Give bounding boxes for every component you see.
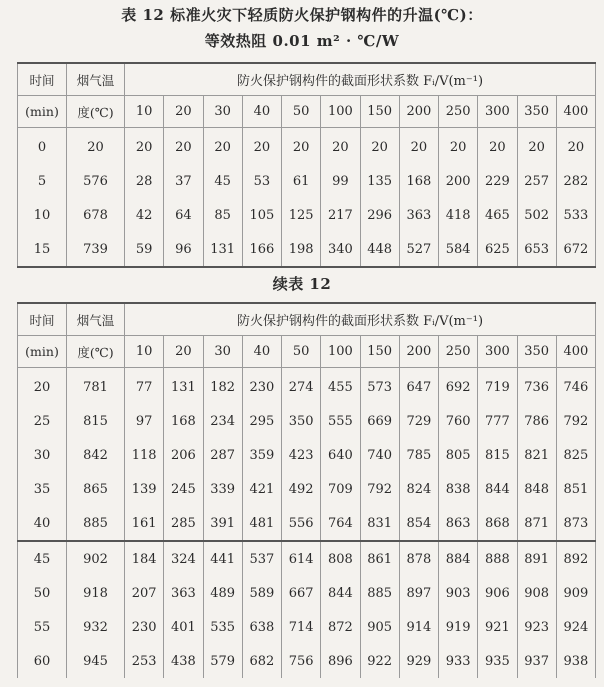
- steel-temp-cell: 929: [399, 644, 438, 678]
- steel-temp-cell: 709: [321, 472, 360, 506]
- steel-temp-cell: 844: [321, 576, 360, 610]
- factor-column-header: 350: [517, 336, 556, 368]
- steel-temp-cell: 448: [360, 232, 399, 267]
- steel-temp-cell: 363: [164, 576, 203, 610]
- table-row: [18, 164, 596, 198]
- factor-column-header: 20: [164, 336, 203, 368]
- steel-temp-cell: 230: [242, 368, 281, 405]
- factor-column-header: 400: [556, 336, 595, 368]
- steel-temp-cell: 692: [439, 368, 478, 405]
- factor-column-header: 40: [242, 336, 281, 368]
- factor-column-header: 150: [360, 336, 399, 368]
- steel-temp-cell: 640: [321, 438, 360, 472]
- steel-temp-cell: 885: [360, 576, 399, 610]
- steel-temp-cell: 914: [399, 610, 438, 644]
- time-unit-label: (min): [18, 96, 67, 128]
- steel-temp-cell: 77: [125, 368, 164, 405]
- gas-temp-cell: 576: [67, 164, 125, 198]
- gas-temp-cell: 781: [67, 368, 125, 405]
- table-row: [18, 232, 596, 267]
- steel-temp-cell: 821: [517, 438, 556, 472]
- steel-temp-cell: 831: [360, 506, 399, 541]
- time-cell: 55: [18, 610, 67, 644]
- steel-temp-cell: 324: [164, 541, 203, 576]
- steel-temp-cell: 873: [556, 506, 595, 541]
- steel-temp-cell: 295: [242, 404, 281, 438]
- steel-temp-cell: 672: [556, 232, 595, 267]
- section-factor-header: 防火保护钢构件的截面形状系数 Fᵢ/V(m⁻¹): [125, 63, 596, 96]
- steel-temp-cell: 909: [556, 576, 595, 610]
- steel-temp-cell: 20: [360, 128, 399, 165]
- steel-temp-cell: 64: [164, 198, 203, 232]
- steel-temp-cell: 20: [321, 128, 360, 165]
- steel-temp-cell: 97: [125, 404, 164, 438]
- factor-column-header: 10: [125, 336, 164, 368]
- gas-temp-cell: 842: [67, 438, 125, 472]
- steel-temp-cell: 391: [203, 506, 242, 541]
- time-cell: 60: [18, 644, 67, 678]
- steel-temp-cell: 815: [478, 438, 517, 472]
- steel-temp-cell: 131: [203, 232, 242, 267]
- steel-temp-cell: 888: [478, 541, 517, 576]
- factor-column-header: 50: [282, 96, 321, 128]
- factor-column-header: 200: [399, 336, 438, 368]
- steel-temp-cell: 923: [517, 610, 556, 644]
- table-row: [18, 128, 596, 165]
- steel-temp-cell: 714: [282, 610, 321, 644]
- steel-temp-cell: 647: [399, 368, 438, 405]
- steel-temp-cell: 245: [164, 472, 203, 506]
- steel-temp-cell: 184: [125, 541, 164, 576]
- factor-column-header: 30: [203, 96, 242, 128]
- factor-column-header: 250: [439, 336, 478, 368]
- steel-temp-cell: 37: [164, 164, 203, 198]
- steel-temp-cell: 719: [478, 368, 517, 405]
- steel-temp-cell: 166: [242, 232, 281, 267]
- steel-temp-cell: 28: [125, 164, 164, 198]
- steel-temp-cell: 401: [164, 610, 203, 644]
- time-header-label: 时间: [18, 303, 67, 336]
- steel-temp-cell: 340: [321, 232, 360, 267]
- steel-temp-cell: 938: [556, 644, 595, 678]
- factor-column-header: 40: [242, 96, 281, 128]
- factor-column-header: 150: [360, 96, 399, 128]
- table-row: [18, 541, 596, 576]
- steel-temp-cell: 937: [517, 644, 556, 678]
- steel-temp-cell: 492: [282, 472, 321, 506]
- gas-temp-cell: 885: [67, 506, 125, 541]
- steel-temp-cell: 257: [517, 164, 556, 198]
- steel-temp-cell: 421: [242, 472, 281, 506]
- factor-column-header: 50: [282, 336, 321, 368]
- steel-temp-cell: 282: [556, 164, 595, 198]
- time-cell: 25: [18, 404, 67, 438]
- gas-temp-cell: 815: [67, 404, 125, 438]
- time-cell: 20: [18, 368, 67, 405]
- gas-temp-cell: 20: [67, 128, 125, 165]
- steel-temp-cell: 924: [556, 610, 595, 644]
- factor-column-header: 200: [399, 96, 438, 128]
- steel-temp-cell: 535: [203, 610, 242, 644]
- time-cell: 35: [18, 472, 67, 506]
- continued-table-title: 续表 12: [272, 275, 332, 293]
- steel-temp-cell: 20: [282, 128, 321, 165]
- time-cell: 30: [18, 438, 67, 472]
- steel-temp-cell: 42: [125, 198, 164, 232]
- steel-temp-cell: 20: [439, 128, 478, 165]
- steel-temp-cell: 785: [399, 438, 438, 472]
- steel-temp-cell: 253: [125, 644, 164, 678]
- steel-temp-cell: 105: [242, 198, 281, 232]
- gas-temp-header-label: 烟气温: [67, 303, 125, 336]
- steel-temp-cell: 897: [399, 576, 438, 610]
- steel-temp-cell: 555: [321, 404, 360, 438]
- temperature-table-continued: [17, 302, 596, 678]
- steel-temp-cell: 729: [399, 404, 438, 438]
- steel-temp-cell: 99: [321, 164, 360, 198]
- steel-temp-cell: 20: [556, 128, 595, 165]
- steel-temp-cell: 359: [242, 438, 281, 472]
- steel-temp-cell: 908: [517, 576, 556, 610]
- steel-temp-cell: 527: [399, 232, 438, 267]
- steel-temp-cell: 786: [517, 404, 556, 438]
- steel-temp-cell: 234: [203, 404, 242, 438]
- steel-temp-cell: 182: [203, 368, 242, 405]
- factor-column-header: 30: [203, 336, 242, 368]
- factor-column-header: 100: [321, 96, 360, 128]
- time-cell: 10: [18, 198, 67, 232]
- steel-temp-cell: 131: [164, 368, 203, 405]
- steel-temp-cell: 296: [360, 198, 399, 232]
- steel-temp-cell: 669: [360, 404, 399, 438]
- gas-temp-cell: 865: [67, 472, 125, 506]
- steel-temp-cell: 808: [321, 541, 360, 576]
- steel-temp-cell: 285: [164, 506, 203, 541]
- gas-temp-unit-label: 度(℃): [67, 96, 125, 128]
- time-unit-label: (min): [18, 336, 67, 368]
- steel-temp-cell: 935: [478, 644, 517, 678]
- steel-temp-cell: 20: [517, 128, 556, 165]
- steel-temp-cell: 682: [242, 644, 281, 678]
- steel-temp-cell: 20: [478, 128, 517, 165]
- steel-temp-cell: 229: [478, 164, 517, 198]
- steel-temp-cell: 118: [125, 438, 164, 472]
- steel-temp-cell: 851: [556, 472, 595, 506]
- steel-temp-cell: 792: [360, 472, 399, 506]
- steel-temp-cell: 217: [321, 198, 360, 232]
- steel-temp-cell: 139: [125, 472, 164, 506]
- steel-temp-cell: 350: [282, 404, 321, 438]
- steel-temp-cell: 824: [399, 472, 438, 506]
- steel-temp-cell: 921: [478, 610, 517, 644]
- gas-temp-unit-label: 度(℃): [67, 336, 125, 368]
- steel-temp-cell: 805: [439, 438, 478, 472]
- gas-temp-cell: 932: [67, 610, 125, 644]
- steel-temp-cell: 135: [360, 164, 399, 198]
- steel-temp-cell: 465: [478, 198, 517, 232]
- steel-temp-cell: 878: [399, 541, 438, 576]
- time-header-label: 时间: [18, 63, 67, 96]
- table-row: [18, 644, 596, 678]
- steel-temp-cell: 740: [360, 438, 399, 472]
- steel-temp-cell: 746: [556, 368, 595, 405]
- steel-temp-cell: 53: [242, 164, 281, 198]
- steel-temp-cell: 892: [556, 541, 595, 576]
- steel-temp-cell: 906: [478, 576, 517, 610]
- factor-column-header: 20: [164, 96, 203, 128]
- steel-temp-cell: 533: [556, 198, 595, 232]
- steel-temp-cell: 61: [282, 164, 321, 198]
- gas-temp-header-label: 烟气温: [67, 63, 125, 96]
- steel-temp-cell: 96: [164, 232, 203, 267]
- steel-temp-cell: 206: [164, 438, 203, 472]
- steel-temp-cell: 579: [203, 644, 242, 678]
- steel-temp-cell: 339: [203, 472, 242, 506]
- steel-temp-cell: 363: [399, 198, 438, 232]
- table-subtitle: 等效热阻 0.01 m² · ℃/W: [204, 32, 400, 50]
- table-row: [18, 404, 596, 438]
- factor-column-header: 300: [478, 336, 517, 368]
- steel-temp-cell: 653: [517, 232, 556, 267]
- gas-temp-cell: 945: [67, 644, 125, 678]
- factor-column-header: 350: [517, 96, 556, 128]
- steel-temp-cell: 764: [321, 506, 360, 541]
- table-row: [18, 438, 596, 472]
- steel-temp-cell: 125: [282, 198, 321, 232]
- steel-temp-cell: 438: [164, 644, 203, 678]
- gas-temp-cell: 678: [67, 198, 125, 232]
- section-factor-header: 防火保护钢构件的截面形状系数 Fᵢ/V(m⁻¹): [125, 303, 596, 336]
- steel-temp-cell: 872: [321, 610, 360, 644]
- steel-temp-cell: 922: [360, 644, 399, 678]
- steel-temp-cell: 502: [517, 198, 556, 232]
- factor-column-header: 300: [478, 96, 517, 128]
- steel-temp-cell: 20: [242, 128, 281, 165]
- steel-temp-cell: 905: [360, 610, 399, 644]
- steel-temp-cell: 441: [203, 541, 242, 576]
- table-row: [18, 610, 596, 644]
- steel-temp-cell: 871: [517, 506, 556, 541]
- factor-column-header: 10: [125, 96, 164, 128]
- temperature-table-main: [17, 62, 596, 268]
- steel-temp-cell: 20: [203, 128, 242, 165]
- steel-temp-cell: 638: [242, 610, 281, 644]
- factor-column-header: 400: [556, 96, 595, 128]
- time-cell: 50: [18, 576, 67, 610]
- steel-temp-cell: 20: [399, 128, 438, 165]
- table-row: [18, 576, 596, 610]
- gas-temp-cell: 902: [67, 541, 125, 576]
- steel-temp-cell: 230: [125, 610, 164, 644]
- steel-temp-cell: 625: [478, 232, 517, 267]
- gas-temp-cell: 739: [67, 232, 125, 267]
- table-row: [18, 198, 596, 232]
- table-row: [18, 472, 596, 506]
- steel-temp-cell: 919: [439, 610, 478, 644]
- steel-temp-cell: 198: [282, 232, 321, 267]
- factor-column-header: 250: [439, 96, 478, 128]
- steel-temp-cell: 844: [478, 472, 517, 506]
- steel-temp-cell: 481: [242, 506, 281, 541]
- steel-temp-cell: 861: [360, 541, 399, 576]
- steel-temp-cell: 614: [282, 541, 321, 576]
- steel-temp-cell: 854: [399, 506, 438, 541]
- steel-temp-cell: 20: [164, 128, 203, 165]
- time-cell: 15: [18, 232, 67, 267]
- time-cell: 40: [18, 506, 67, 541]
- steel-temp-cell: 161: [125, 506, 164, 541]
- steel-temp-cell: 736: [517, 368, 556, 405]
- steel-temp-cell: 59: [125, 232, 164, 267]
- steel-temp-cell: 287: [203, 438, 242, 472]
- table-title: 表 12 标准火灾下轻质防火保护钢构件的升温(℃)：: [121, 6, 483, 24]
- steel-temp-cell: 667: [282, 576, 321, 610]
- steel-temp-cell: 20: [125, 128, 164, 165]
- steel-temp-cell: 756: [282, 644, 321, 678]
- steel-temp-cell: 168: [399, 164, 438, 198]
- steel-temp-cell: 274: [282, 368, 321, 405]
- steel-temp-cell: 848: [517, 472, 556, 506]
- table-row: [18, 368, 596, 405]
- steel-temp-cell: 792: [556, 404, 595, 438]
- steel-temp-cell: 838: [439, 472, 478, 506]
- steel-temp-cell: 45: [203, 164, 242, 198]
- steel-temp-cell: 455: [321, 368, 360, 405]
- steel-temp-cell: 868: [478, 506, 517, 541]
- gas-temp-cell: 918: [67, 576, 125, 610]
- steel-temp-cell: 168: [164, 404, 203, 438]
- table-row: [18, 506, 596, 541]
- steel-temp-cell: 896: [321, 644, 360, 678]
- steel-temp-cell: 933: [439, 644, 478, 678]
- steel-temp-cell: 891: [517, 541, 556, 576]
- steel-temp-cell: 573: [360, 368, 399, 405]
- steel-temp-cell: 903: [439, 576, 478, 610]
- steel-temp-cell: 418: [439, 198, 478, 232]
- steel-temp-cell: 760: [439, 404, 478, 438]
- steel-temp-cell: 489: [203, 576, 242, 610]
- time-cell: 5: [18, 164, 67, 198]
- steel-temp-cell: 207: [125, 576, 164, 610]
- steel-temp-cell: 884: [439, 541, 478, 576]
- steel-temp-cell: 584: [439, 232, 478, 267]
- steel-temp-cell: 537: [242, 541, 281, 576]
- time-cell: 0: [18, 128, 67, 165]
- steel-temp-cell: 423: [282, 438, 321, 472]
- steel-temp-cell: 85: [203, 198, 242, 232]
- steel-temp-cell: 863: [439, 506, 478, 541]
- steel-temp-cell: 825: [556, 438, 595, 472]
- steel-temp-cell: 200: [439, 164, 478, 198]
- time-cell: 45: [18, 541, 67, 576]
- steel-temp-cell: 556: [282, 506, 321, 541]
- factor-column-header: 100: [321, 336, 360, 368]
- steel-temp-cell: 777: [478, 404, 517, 438]
- steel-temp-cell: 589: [242, 576, 281, 610]
